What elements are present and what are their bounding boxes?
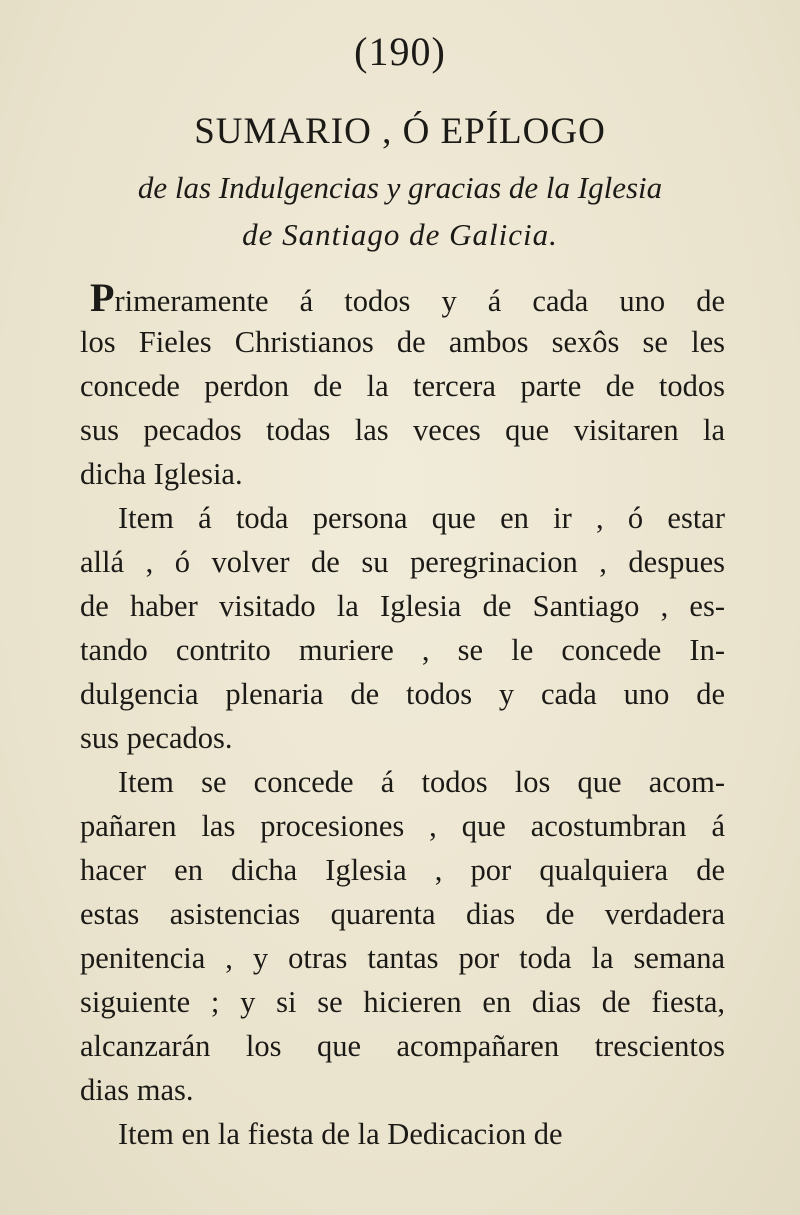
body-line: pañaren las procesiones , que acostumbran á [80, 809, 725, 843]
body-line: sus pecados todas las veces que visitaren la [80, 413, 725, 447]
drop-cap: P [90, 275, 115, 320]
body-line: los Fieles Christianos de ambos sexôs se les [80, 325, 725, 359]
body-line: dicha Iglesia. [80, 457, 243, 491]
subtitle-line-1: de las Indulgencias y gracias de la Iglesia [137, 170, 663, 205]
body-line: estas asistencias quarenta dias de verdadera [80, 897, 725, 931]
section-title: SUMARIO , Ó EPÍLOGO [194, 111, 606, 152]
body-line: penitencia , y otras tantas por toda la semana [80, 941, 725, 975]
body-line: sus pecados. [80, 721, 233, 755]
body-line: concede perdon de la tercera parte de todos [80, 369, 725, 403]
body-line: de haber visitado la Iglesia de Santiago , es- [80, 589, 725, 623]
body-line: allá , ó volver de su peregrinacion , despues [80, 545, 725, 579]
body-line: tando contrito muriere , se le concede In- [80, 633, 725, 667]
body-line: Item en la fiesta de la Dedicacion de [118, 1117, 563, 1151]
body-line: alcanzarán los que acompañaren trescientos [80, 1029, 725, 1063]
body-line: dias mas. [80, 1073, 194, 1107]
first-line-text: rimeramente á todos y á cada uno de [114, 284, 725, 318]
body-line: siguiente ; y si se hicieren en dias de fiesta, [80, 985, 725, 1019]
body-line-1 [90, 275, 725, 321]
body-line: dulgencia plenaria de todos y cada uno de [80, 677, 725, 711]
body-line: Item á toda persona que en ir , ó estar [118, 501, 725, 535]
subtitle-line-2: de Santiago de Galicia. [242, 217, 558, 252]
body-line: Item se concede á todos los que acom- [118, 765, 725, 799]
page-number: (190) [354, 29, 446, 74]
body-line: hacer en dicha Iglesia , por qualquiera de [80, 853, 725, 887]
